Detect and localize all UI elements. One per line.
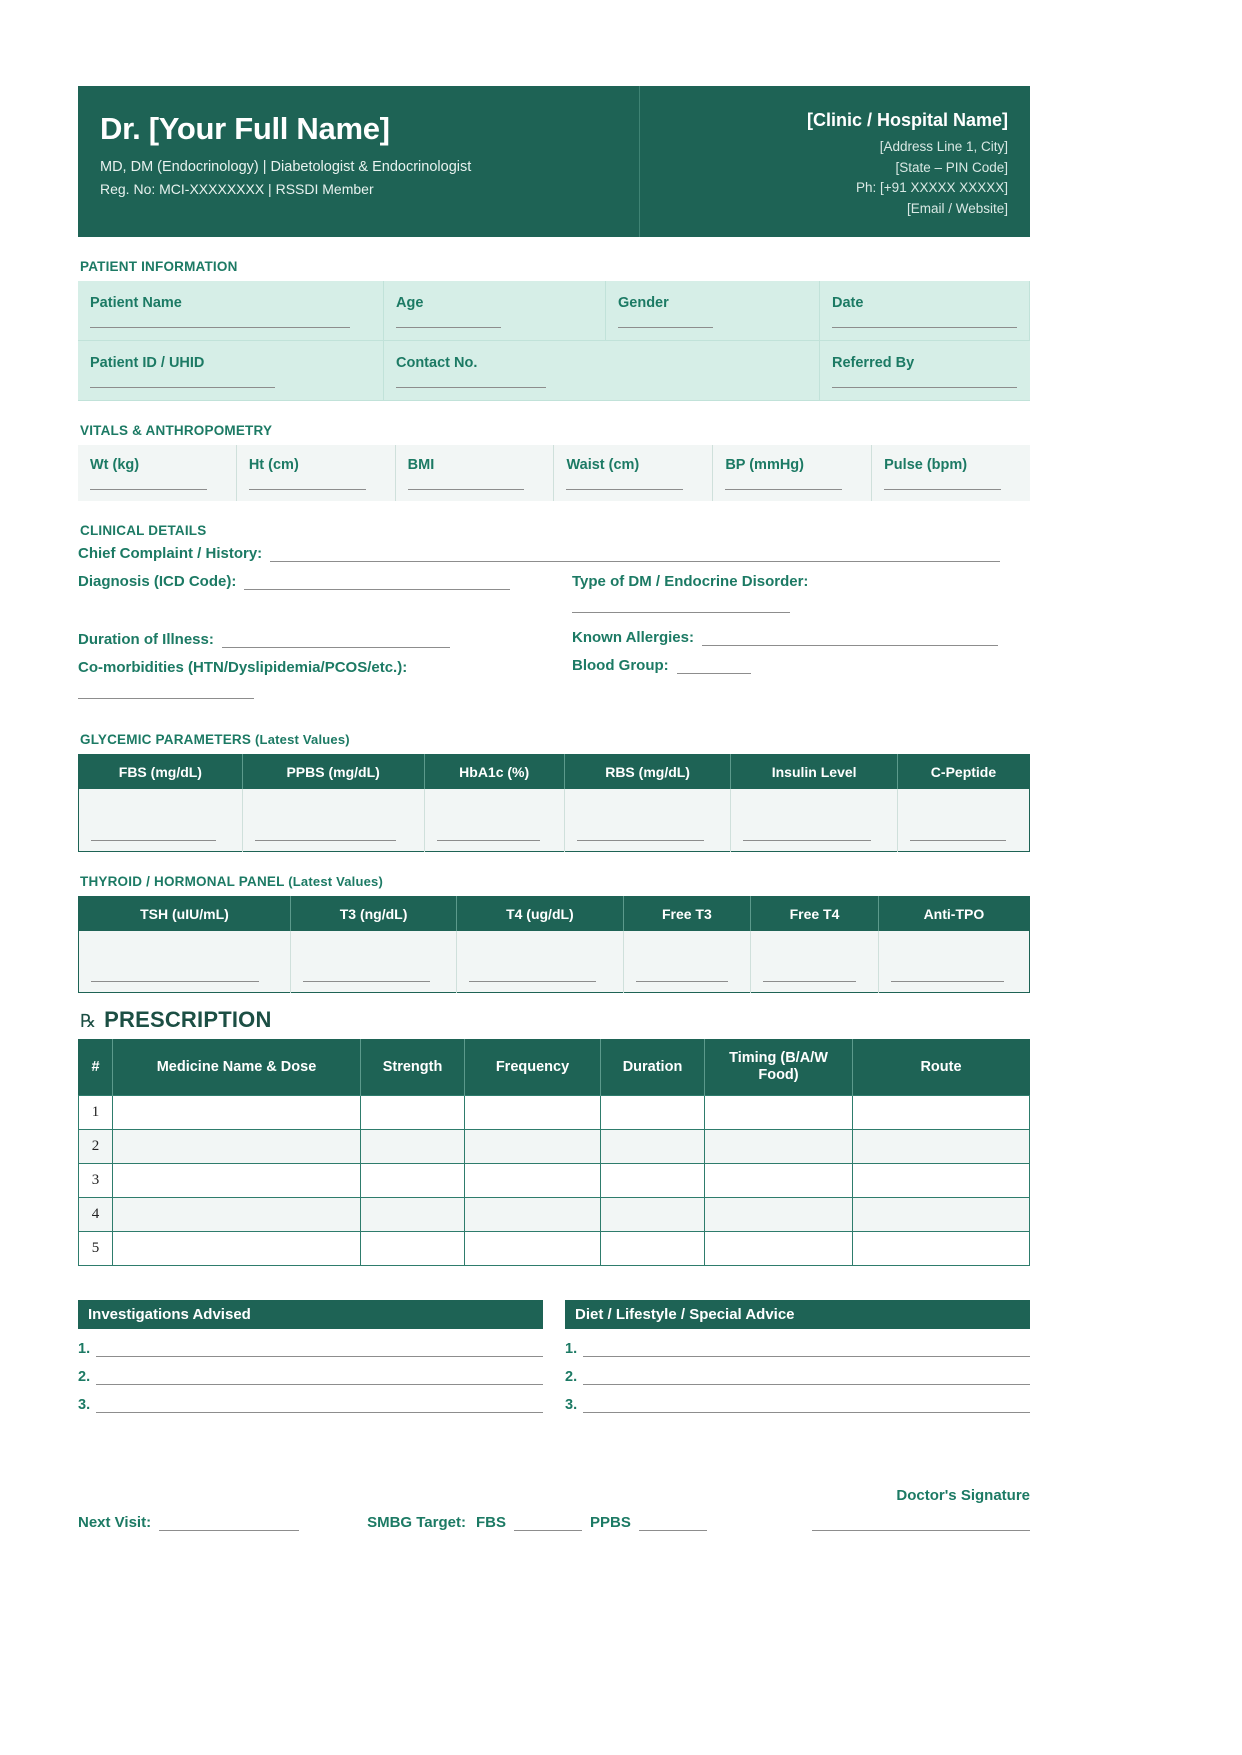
input-blood-group[interactable] — [677, 657, 751, 674]
input-investigation-2[interactable] — [96, 1370, 543, 1385]
list-item-number: 3. — [565, 1396, 578, 1413]
label-bmi: BMI — [407, 457, 435, 474]
table-row — [79, 1163, 1030, 1197]
list-item[interactable] — [565, 1341, 1030, 1357]
field-referred-by[interactable] — [820, 341, 1030, 401]
investigations-title: Investigations Advised — [78, 1300, 543, 1329]
field-comorbidities[interactable] — [78, 659, 572, 699]
input-free-t3[interactable] — [636, 981, 728, 982]
clinical-details-title: CLINICAL DETAILS — [80, 523, 207, 539]
doctor-qualifications: MD, DM (Endocrinology) | Diabetologist & Endocrinologist — [100, 159, 472, 176]
input-pulse[interactable] — [884, 489, 1001, 490]
clinic-state-pin: [State – PIN Code] — [895, 159, 1008, 175]
doctor-registration: Reg. No: MCI-XXXXXXXX | RSSDI Member — [100, 180, 374, 197]
cell-t3[interactable] — [290, 931, 456, 993]
field-age[interactable] — [384, 281, 606, 341]
input-advice-1[interactable] — [583, 1342, 1030, 1357]
cell-strength[interactable] — [361, 1163, 465, 1197]
table-row — [79, 1231, 1030, 1265]
table-row — [79, 1197, 1030, 1231]
glycemic-parameters-table — [78, 754, 1030, 852]
input-weight[interactable] — [90, 489, 207, 490]
label-smbg-ppbs: PPBS — [590, 1513, 631, 1531]
label-known-allergies: Known Allergies: — [572, 629, 694, 647]
label-next-visit: Next Visit: — [78, 1513, 152, 1531]
clinical-left-column — [78, 573, 572, 710]
label-referred-by: Referred By — [832, 355, 915, 372]
cell-anti-tpo[interactable] — [878, 931, 1029, 993]
field-bmi[interactable] — [396, 445, 555, 501]
thyroid-panel-table — [78, 896, 1030, 994]
cell-timing[interactable] — [705, 1231, 853, 1265]
input-waist[interactable] — [566, 489, 683, 490]
table-header-row — [79, 1040, 1030, 1096]
prescription-title: PRESCRIPTION — [104, 1007, 272, 1033]
vitals-title: VITALS & ANTHROPOMETRY — [80, 423, 273, 439]
field-weight[interactable] — [78, 445, 237, 501]
cell-row-number: 2 — [79, 1129, 113, 1163]
cell-route[interactable] — [853, 1197, 1030, 1231]
input-t3[interactable] — [303, 981, 430, 982]
field-pulse[interactable] — [872, 445, 1030, 501]
clinic-phone: Ph: [+91 XXXXX XXXXX] — [856, 180, 1008, 196]
field-blood-group[interactable] — [572, 657, 1030, 674]
label-age: Age — [396, 295, 424, 312]
col-fbs: FBS (mg/dL) — [79, 755, 243, 790]
input-rbs[interactable] — [577, 840, 704, 841]
footer — [78, 1487, 1030, 1531]
thyroid-title-main: THYROID / HORMONAL PANEL — [80, 873, 285, 889]
label-waist: Waist (cm) — [566, 457, 640, 474]
list-item[interactable] — [78, 1341, 543, 1357]
input-age[interactable] — [396, 327, 501, 328]
col-insulin-level: Insulin Level — [731, 755, 898, 790]
cell-duration[interactable] — [601, 1231, 705, 1265]
label-weight: Wt (kg) — [90, 457, 140, 474]
input-type-of-dm[interactable] — [572, 596, 790, 613]
cell-tsh[interactable] — [79, 931, 291, 993]
input-referred-by[interactable] — [832, 387, 1017, 388]
field-duration-of-illness[interactable] — [78, 631, 572, 648]
input-diagnosis[interactable] — [244, 573, 510, 590]
field-height[interactable] — [237, 445, 396, 501]
col-hba1c: HbA1c (%) — [424, 755, 564, 790]
input-ppbs[interactable] — [255, 840, 396, 841]
diet-advice-column — [565, 1300, 1030, 1413]
cell-route[interactable] — [853, 1231, 1030, 1265]
input-known-allergies[interactable] — [702, 629, 998, 646]
prescription-table — [78, 1039, 1030, 1266]
cell-t4[interactable] — [457, 931, 623, 993]
label-duration-of-illness: Duration of Illness: — [78, 631, 214, 649]
list-item[interactable] — [565, 1397, 1030, 1413]
field-bp[interactable] — [713, 445, 872, 501]
cell-timing[interactable] — [705, 1197, 853, 1231]
cell-ppbs[interactable] — [242, 789, 424, 851]
input-t4[interactable] — [469, 981, 596, 982]
label-doctor-signature: Doctor's Signature — [896, 1486, 1030, 1504]
input-patient-name[interactable] — [90, 327, 350, 328]
cell-row-number: 3 — [79, 1163, 113, 1197]
cell-medicine-name[interactable] — [113, 1163, 361, 1197]
input-tsh[interactable] — [91, 981, 259, 982]
label-height: Ht (cm) — [248, 457, 299, 474]
input-date[interactable] — [832, 327, 1017, 328]
cell-insulin-level[interactable] — [731, 789, 898, 851]
label-date: Date — [832, 295, 864, 312]
col-rbs: RBS (mg/dL) — [564, 755, 731, 790]
thyroid-title-sub: (Latest Values) — [288, 873, 384, 889]
cell-frequency[interactable] — [465, 1129, 601, 1163]
input-duration-of-illness[interactable] — [222, 631, 450, 648]
cell-free-t4[interactable] — [751, 931, 879, 993]
list-item-number: 2. — [78, 1368, 91, 1385]
investigations-column — [78, 1300, 543, 1413]
input-smbg-ppbs[interactable] — [639, 1515, 707, 1531]
cell-hba1c[interactable] — [424, 789, 564, 851]
field-patient-id[interactable] — [78, 341, 384, 401]
col-frequency: Frequency — [465, 1040, 601, 1096]
cell-fbs[interactable] — [79, 789, 243, 851]
label-patient-id: Patient ID / UHID — [90, 355, 205, 372]
col-index: # — [79, 1040, 113, 1096]
cell-strength[interactable] — [361, 1095, 465, 1129]
col-ppbs: PPBS (mg/dL) — [242, 755, 424, 790]
field-contact-no[interactable] — [384, 341, 820, 401]
col-t4: T4 (ug/dL) — [457, 896, 623, 931]
cell-duration[interactable] — [601, 1197, 705, 1231]
input-patient-id[interactable] — [90, 387, 275, 388]
label-contact-no: Contact No. — [396, 355, 478, 372]
label-gender: Gender — [618, 295, 669, 312]
input-free-t4[interactable] — [763, 981, 855, 982]
input-fbs[interactable] — [91, 840, 216, 841]
col-duration: Duration — [601, 1040, 705, 1096]
field-waist[interactable] — [554, 445, 713, 501]
col-c-peptide: C-Peptide — [897, 755, 1029, 790]
cell-frequency[interactable] — [465, 1197, 601, 1231]
cell-medicine-name[interactable] — [113, 1231, 361, 1265]
cell-duration[interactable] — [601, 1095, 705, 1129]
input-bp[interactable] — [725, 489, 842, 490]
doctor-name: Dr. [Your Full Name] — [100, 111, 390, 146]
field-patient-name[interactable] — [78, 281, 384, 341]
label-diagnosis: Diagnosis (ICD Code): — [78, 573, 237, 591]
input-investigation-1[interactable] — [96, 1342, 543, 1357]
cell-medicine-name[interactable] — [113, 1129, 361, 1163]
clinic-email-website: [Email / Website] — [906, 200, 1008, 216]
list-item[interactable] — [78, 1397, 543, 1413]
label-smbg-target: SMBG Target: — [367, 1513, 466, 1531]
cell-duration[interactable] — [601, 1163, 705, 1197]
field-chief-complaint[interactable] — [78, 545, 1030, 562]
table-row — [79, 1129, 1030, 1163]
bottom-lists — [78, 1300, 1030, 1413]
clinic-address-line: [Address Line 1, City] — [879, 139, 1008, 154]
input-chief-complaint[interactable] — [270, 545, 1000, 562]
input-smbg-fbs[interactable] — [514, 1515, 582, 1531]
list-item-number: 1. — [78, 1340, 91, 1357]
vitals-box — [78, 445, 1030, 501]
table-row — [79, 1095, 1030, 1129]
list-item-number: 3. — [78, 1396, 91, 1413]
input-gender[interactable] — [618, 327, 713, 328]
cell-c-peptide[interactable] — [897, 789, 1029, 851]
input-bmi[interactable] — [408, 489, 525, 490]
input-advice-3[interactable] — [583, 1398, 1030, 1413]
input-height[interactable] — [249, 489, 366, 490]
col-medicine-name: Medicine Name & Dose — [113, 1040, 361, 1096]
diet-advice-title: Diet / Lifestyle / Special Advice — [565, 1300, 1030, 1329]
clinic-name: [Clinic / Hospital Name] — [806, 110, 1008, 130]
glycemic-title-sub: (Latest Values) — [255, 732, 350, 748]
cell-medicine-name[interactable] — [113, 1095, 361, 1129]
list-item[interactable] — [565, 1369, 1030, 1385]
rx-icon: ℞ — [80, 1011, 97, 1032]
input-contact-no[interactable] — [396, 387, 546, 388]
table-row — [79, 931, 1030, 993]
input-c-peptide[interactable] — [910, 840, 1006, 841]
field-type-of-dm[interactable] — [572, 573, 1030, 613]
input-anti-tpo[interactable] — [891, 981, 1005, 982]
cell-route[interactable] — [853, 1163, 1030, 1197]
cell-frequency[interactable] — [465, 1231, 601, 1265]
field-known-allergies[interactable] — [572, 629, 1030, 646]
input-comorbidities[interactable] — [78, 682, 254, 699]
cell-rbs[interactable] — [564, 789, 731, 851]
label-blood-group: Blood Group: — [572, 657, 669, 675]
cell-route[interactable] — [853, 1095, 1030, 1129]
label-chief-complaint: Chief Complaint / History: — [78, 545, 263, 563]
label-type-of-dm: Type of DM / Endocrine Disorder: — [572, 573, 809, 591]
prescription-heading — [80, 1007, 1030, 1033]
input-investigation-3[interactable] — [96, 1398, 543, 1413]
glycemic-parameters-title — [80, 732, 1030, 747]
label-comorbidities: Co-morbidities (HTN/Dyslipidemia/PCOS/etc.): — [78, 659, 408, 677]
field-diagnosis[interactable] — [78, 573, 572, 590]
cell-timing[interactable] — [705, 1129, 853, 1163]
table-header-row — [79, 755, 1030, 790]
cell-medicine-name[interactable] — [113, 1197, 361, 1231]
input-hba1c[interactable] — [437, 840, 541, 841]
cell-duration[interactable] — [601, 1129, 705, 1163]
cell-strength[interactable] — [361, 1197, 465, 1231]
cell-row-number: 1 — [79, 1095, 113, 1129]
field-gender[interactable] — [606, 281, 820, 341]
glycemic-title-main: GLYCEMIC PARAMETERS — [80, 732, 252, 748]
field-date[interactable] — [820, 281, 1030, 341]
col-tsh: TSH (uIU/mL) — [79, 896, 291, 931]
signature-block — [812, 1487, 1030, 1531]
label-bp: BP (mmHg) — [725, 457, 804, 474]
prescription-form — [78, 0, 1030, 1531]
letterhead — [78, 86, 1030, 237]
label-patient-name: Patient Name — [90, 295, 182, 312]
cell-frequency[interactable] — [465, 1095, 601, 1129]
cell-timing[interactable] — [705, 1163, 853, 1197]
col-free-t4: Free T4 — [751, 896, 879, 931]
cell-frequency[interactable] — [465, 1163, 601, 1197]
list-item-number: 1. — [565, 1340, 578, 1357]
thyroid-panel-title — [80, 874, 1030, 889]
cell-row-number: 4 — [79, 1197, 113, 1231]
label-pulse: Pulse (bpm) — [884, 457, 968, 474]
list-item-number: 2. — [565, 1368, 578, 1385]
cell-strength[interactable] — [361, 1129, 465, 1163]
col-free-t3: Free T3 — [623, 896, 751, 931]
letterhead-doctor-block — [78, 86, 640, 237]
col-strength: Strength — [361, 1040, 465, 1096]
cell-free-t3[interactable] — [623, 931, 751, 993]
col-t3: T3 (ng/dL) — [290, 896, 456, 931]
cell-strength[interactable] — [361, 1231, 465, 1265]
table-row — [79, 789, 1030, 851]
list-item[interactable] — [78, 1369, 543, 1385]
table-header-row — [79, 896, 1030, 931]
input-insulin-level[interactable] — [743, 840, 870, 841]
cell-timing[interactable] — [705, 1095, 853, 1129]
letterhead-clinic-block — [640, 86, 1030, 237]
cell-row-number: 5 — [79, 1231, 113, 1265]
col-timing: Timing (B/A/W Food) — [705, 1040, 853, 1096]
clinical-right-column — [572, 573, 1030, 710]
input-doctor-signature[interactable] — [812, 1530, 1030, 1531]
col-route: Route — [853, 1040, 1030, 1096]
cell-route[interactable] — [853, 1129, 1030, 1163]
input-next-visit[interactable] — [159, 1515, 299, 1531]
patient-information-box — [78, 281, 1030, 401]
col-anti-tpo: Anti-TPO — [878, 896, 1029, 931]
patient-information-title: PATIENT INFORMATION — [80, 259, 238, 275]
input-advice-2[interactable] — [583, 1370, 1030, 1385]
label-smbg-fbs: FBS — [476, 1513, 506, 1531]
